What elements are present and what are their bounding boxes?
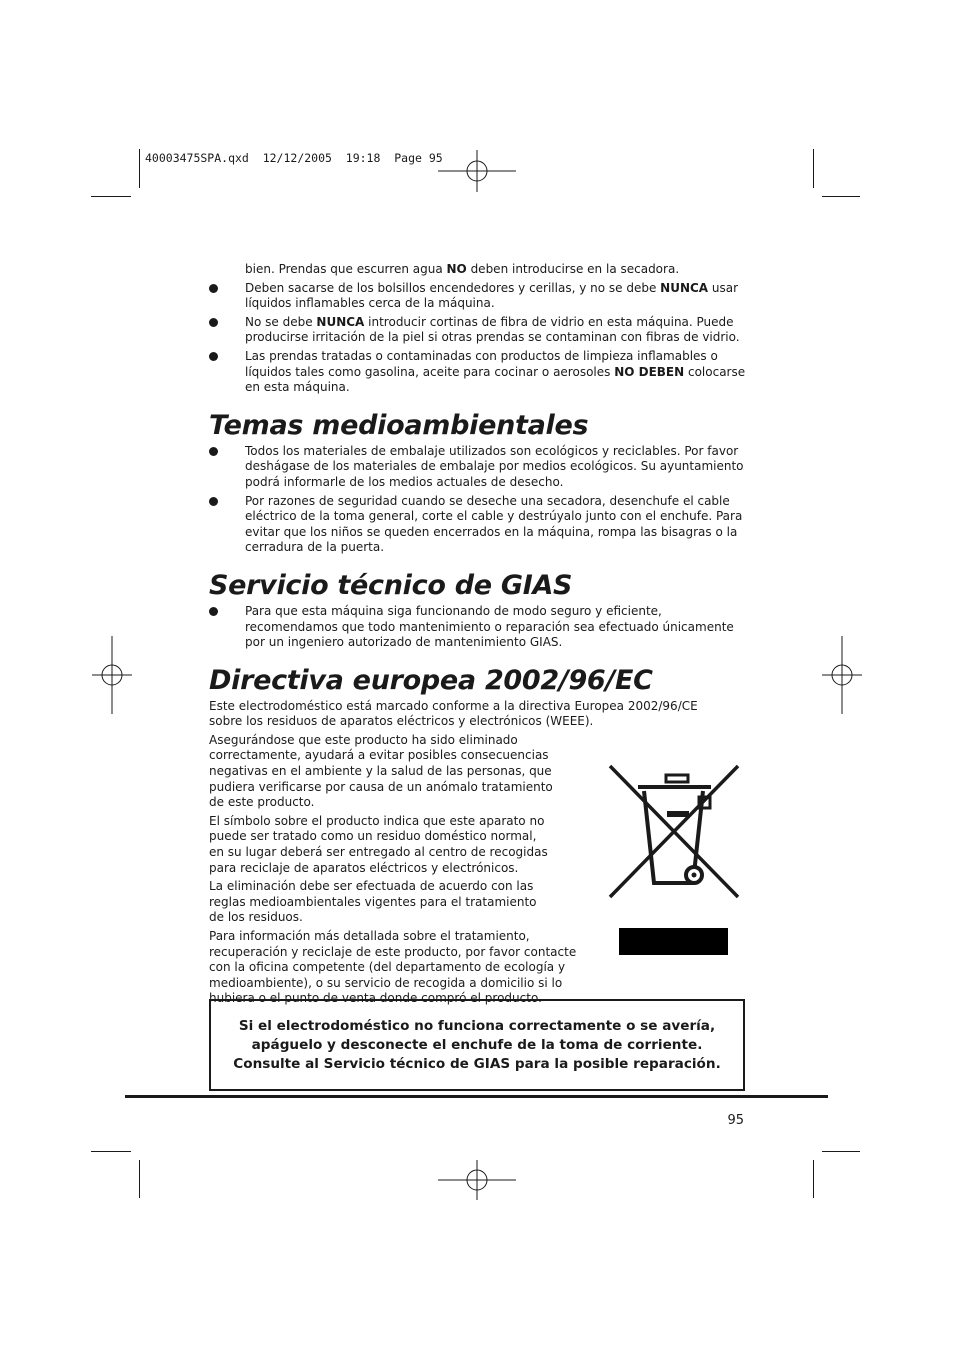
weee-black-bar — [619, 928, 728, 955]
bullet-icon — [209, 352, 218, 361]
list-item — [209, 281, 749, 312]
list-item-text: bien. Prendas que escurren agua NO deben introducirse en la secadora. — [245, 262, 680, 276]
footer-rule — [125, 1095, 828, 1098]
directive-paragraph: Asegurándose que este producto ha sido eliminado correctamente, ayudará a evitar posibles consecuencias negativas en el ambiente y la salud de las personas, que pudiera verificarse por causa de un anómalo tratamiento de este producto. — [209, 732, 553, 810]
environment-bullet-list — [209, 444, 749, 556]
bullet-icon — [209, 284, 218, 293]
list-item — [209, 315, 749, 346]
bullet-icon — [209, 318, 218, 327]
service-bullet-list — [209, 604, 749, 651]
page-number: 95 — [727, 1113, 744, 1128]
bullet-icon — [209, 607, 218, 616]
list-item-text: Deben sacarse de los bolsillos encendedores y cerillas, y no se debe NUNCA usar líquidos inflamables cerca de la máquina. — [245, 280, 739, 311]
list-item-text: Las prendas tratadas o contaminadas con productos de limpieza inflamables o líquidos tales como gasolina, aceite para cocinar o aerosoles NO DEBEN colocarse en esta máquina. — [245, 348, 746, 395]
registration-mark-icon — [438, 1160, 516, 1200]
section-heading-environment: Temas medioambientales — [209, 409, 589, 441]
notice-box — [209, 999, 745, 1091]
registration-mark-icon — [92, 636, 132, 714]
notice-line: Si el electrodoméstico no funciona correctamente o se avería, — [238, 1018, 716, 1034]
directive-paragraph: El símbolo sobre el producto indica que este aparato no puede ser tratado como un residuo doméstico normal, en su lugar deberá ser entregado al centro de recogidas para reciclaje de aparatos eléctricos y electrónicos. — [209, 813, 548, 875]
list-item-text: No se debe NUNCA introducir cortinas de fibra de vidrio en esta máquina. Puede producirse irritación de la piel si otras prendas se contaminan con fibras de vidrio. — [245, 314, 740, 345]
list-item: Por razones de seguridad cuando se deseche una secadora, desenchufe el cable eléctrico de la toma general, corte el cable y destrúyalo junto con el enchufe. Para evitar que los niños se queden encerrados en la máquina, rompa las bisagras o la cerradura de la puerta. — [209, 494, 749, 556]
registration-mark-icon — [822, 636, 862, 714]
list-item — [209, 349, 749, 396]
directive-intro: Este electrodoméstico está marcado conforme a la directiva Europea 2002/96/CE sobre los residuos de aparatos eléctricos y electrónicos (WEEE). — [209, 698, 698, 729]
bullet-icon — [209, 447, 218, 456]
file-slug: 40003475SPA.qxd 12/12/2005 19:18 Page 95 — [145, 151, 443, 165]
directive-paragraph: Para información más detallada sobre el tratamiento, recuperación y reciclaje de este producto, por favor contacte con la oficina competente (del departamento de ecología y medioambiente), o su servicio de recogida a domicilio si lo hubiera o el punto de venta donde compró el producto. — [209, 929, 577, 1006]
section-heading-directive: Directiva europea 2002/96/EC — [209, 664, 653, 696]
intro-bullet-list — [209, 262, 749, 396]
bullet-icon — [209, 497, 218, 506]
list-item — [209, 262, 749, 278]
registration-mark-icon — [438, 150, 516, 192]
list-item: Para que esta máquina siga funcionando de modo seguro y eficiente, recomendamos que todo mantenimiento o reparación sea efectuado únicamente por un ingeniero autorizado de mantenimiento GIAS. — [209, 604, 749, 651]
section-heading-service: Servicio técnico de GIAS — [209, 569, 573, 601]
crossed-out-wheelie-bin-icon — [607, 763, 741, 901]
notice-line: apáguelo y desconecte el enchufe de la toma de corriente. — [251, 1037, 703, 1053]
directive-paragraph: La eliminación debe ser efectuada de acuerdo con las reglas medioambientales vigentes para el tratamiento de los residuos. — [209, 879, 537, 925]
list-item: Todos los materiales de embalaje utilizados son ecológicos y reciclables. Por favor deshágase de los materiales de embalaje por medios ecológicos. Su ayuntamiento podrá informarle de los medios actuales de desecho. — [209, 444, 749, 491]
notice-line: Consulte al Servicio técnico de GIAS para la posible reparación. — [233, 1056, 721, 1072]
